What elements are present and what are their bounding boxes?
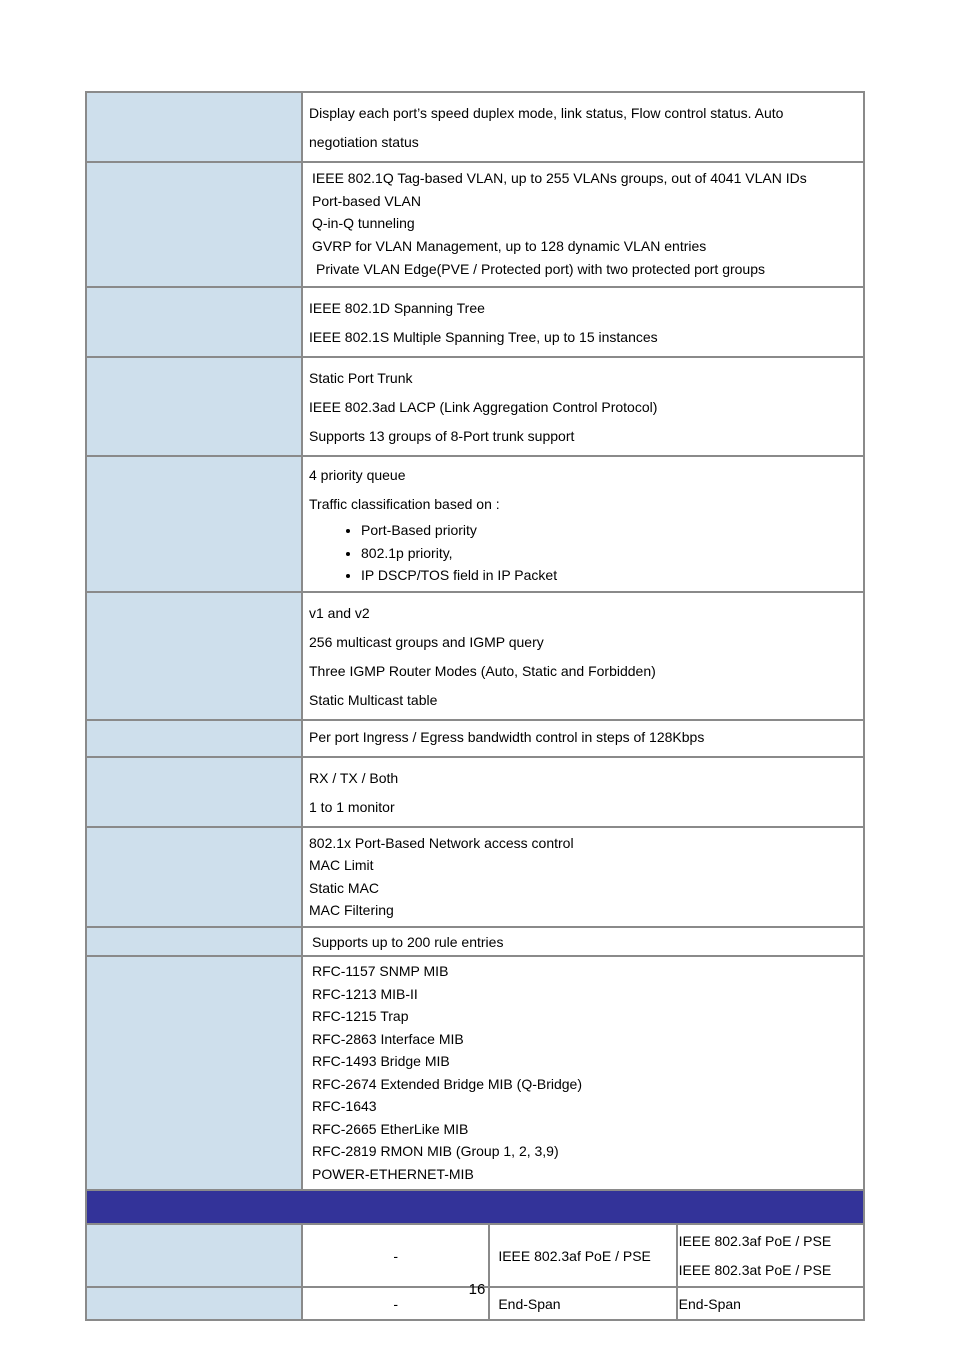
row-text: 4 priority queue — [309, 467, 406, 483]
value-cell: End-Span — [489, 1287, 676, 1320]
table-row — [86, 720, 864, 757]
table-row — [86, 92, 864, 162]
table-row — [86, 162, 864, 287]
row-text: Static MAC — [309, 879, 380, 896]
row-text: Per port Ingress / Egress bandwidth control in steps of 128Kbps — [309, 728, 705, 745]
row-text: 256 multicast groups and IGMP query — [309, 633, 544, 650]
row-text: Display each port’s speed duplex mode, link status, Flow control status. Auto — [309, 105, 784, 121]
row-text: IEEE 802.3af PoE / PSE — [678, 1232, 832, 1249]
row-text: GVRP for VLAN Management, up to 128 dynamic VLAN entries — [312, 237, 707, 254]
value-cell: End-Span — [677, 1287, 864, 1320]
row-text: IEEE 802.1Q Tag-based VLAN, up to 255 VLANs groups, out of 4041 VLAN IDs — [312, 170, 807, 186]
label-cell — [86, 162, 302, 287]
row-text: Supports 13 groups of 8-Port trunk support — [309, 428, 575, 444]
list-item: • Port-Based priority — [361, 519, 857, 542]
value-cell — [302, 92, 864, 162]
label-cell — [86, 720, 302, 757]
label-cell — [86, 357, 302, 456]
page-number: 16 — [468, 1281, 486, 1298]
value-cell — [302, 456, 864, 592]
row-text: Static Port Trunk — [309, 370, 413, 386]
table-row — [86, 1224, 864, 1287]
row-text: IEEE 802.3ad LACP (Link Aggregation Control Protocol) — [309, 399, 658, 415]
value-cell: IEEE 802.3af PoE / PSE — [489, 1224, 676, 1287]
table-row — [86, 757, 864, 827]
value-cell — [302, 956, 864, 1190]
row-text: RFC-2863 Interface MIB — [312, 1030, 464, 1047]
row-text: Traffic classification based on : — [309, 496, 500, 512]
list-item: • IP DSCP/TOS field in IP Packet — [361, 564, 857, 587]
row-text: IEEE 802.1S Multiple Spanning Tree, up to 15 instances — [309, 329, 658, 345]
row-text: Q-in-Q tunneling — [312, 215, 415, 231]
row-text: RFC-1213 MIB-II — [312, 985, 418, 1002]
value-cell — [302, 827, 864, 927]
value-cell — [302, 757, 864, 827]
label-cell — [86, 287, 302, 357]
spec-table — [85, 91, 865, 1321]
value-cell: - — [302, 1224, 489, 1287]
label-cell — [86, 456, 302, 592]
table-row — [86, 287, 864, 357]
row-text: 802.1x Port-Based Network access control — [309, 834, 574, 851]
row-text: RFC-2674 Extended Bridge MIB (Q-Bridge) — [312, 1075, 582, 1092]
table-row — [86, 956, 864, 1190]
value-cell — [302, 357, 864, 456]
row-text: RFC-1643 — [312, 1098, 377, 1114]
row-text: RFC-1215 Trap — [312, 1008, 409, 1024]
label-cell — [86, 927, 302, 957]
row-text: RFC-2665 EtherLike MIB — [312, 1120, 469, 1137]
table-row — [86, 827, 864, 927]
section-banner-row — [86, 1190, 864, 1224]
row-text: RX / TX / Both — [309, 769, 399, 786]
value-cell — [302, 592, 864, 720]
row-text: Port-based VLAN — [312, 192, 421, 209]
row-text: RFC-1157 SNMP MIB — [312, 963, 449, 979]
label-cell — [86, 956, 302, 1190]
row-text: RFC-2819 RMON MIB (Group 1, 2, 3,9) — [312, 1143, 559, 1159]
label-cell — [86, 592, 302, 720]
row-text: RFC-1493 Bridge MIB — [312, 1053, 450, 1069]
label-cell — [86, 757, 302, 827]
value-cell — [677, 1224, 864, 1287]
section-banner — [86, 1190, 864, 1224]
row-text: 1 to 1 monitor — [309, 798, 395, 815]
table-row — [86, 592, 864, 720]
label-cell — [86, 1224, 302, 1287]
value-cell: - — [302, 1287, 489, 1320]
row-text: Three IGMP Router Modes (Auto, Static and Forbidden) — [309, 662, 656, 679]
row-text: Supports up to 200 rule entries — [312, 933, 504, 950]
bullet-list — [309, 519, 857, 587]
value-cell — [302, 927, 864, 957]
label-cell — [86, 92, 302, 162]
list-item: • 802.1p priority, — [361, 542, 857, 565]
row-text: MAC Limit — [309, 857, 374, 873]
value-cell — [302, 287, 864, 357]
table-row — [86, 456, 864, 592]
row-text: negotiation status — [309, 134, 419, 150]
table-row — [86, 357, 864, 456]
row-text: IEEE 802.3at PoE / PSE — [678, 1261, 832, 1278]
label-cell — [86, 827, 302, 927]
value-cell — [302, 162, 864, 287]
row-text: v1 and v2 — [309, 604, 370, 621]
value-cell — [302, 720, 864, 757]
table-row — [86, 927, 864, 957]
row-text: Private VLAN Edge(PVE / Protected port) with two protected port groups — [316, 261, 765, 277]
row-text: POWER-ETHERNET-MIB — [312, 1165, 474, 1182]
row-text: Static Multicast table — [309, 691, 438, 708]
row-text: MAC Filtering — [309, 902, 394, 918]
row-text: IEEE 802.1D Spanning Tree — [309, 300, 485, 316]
